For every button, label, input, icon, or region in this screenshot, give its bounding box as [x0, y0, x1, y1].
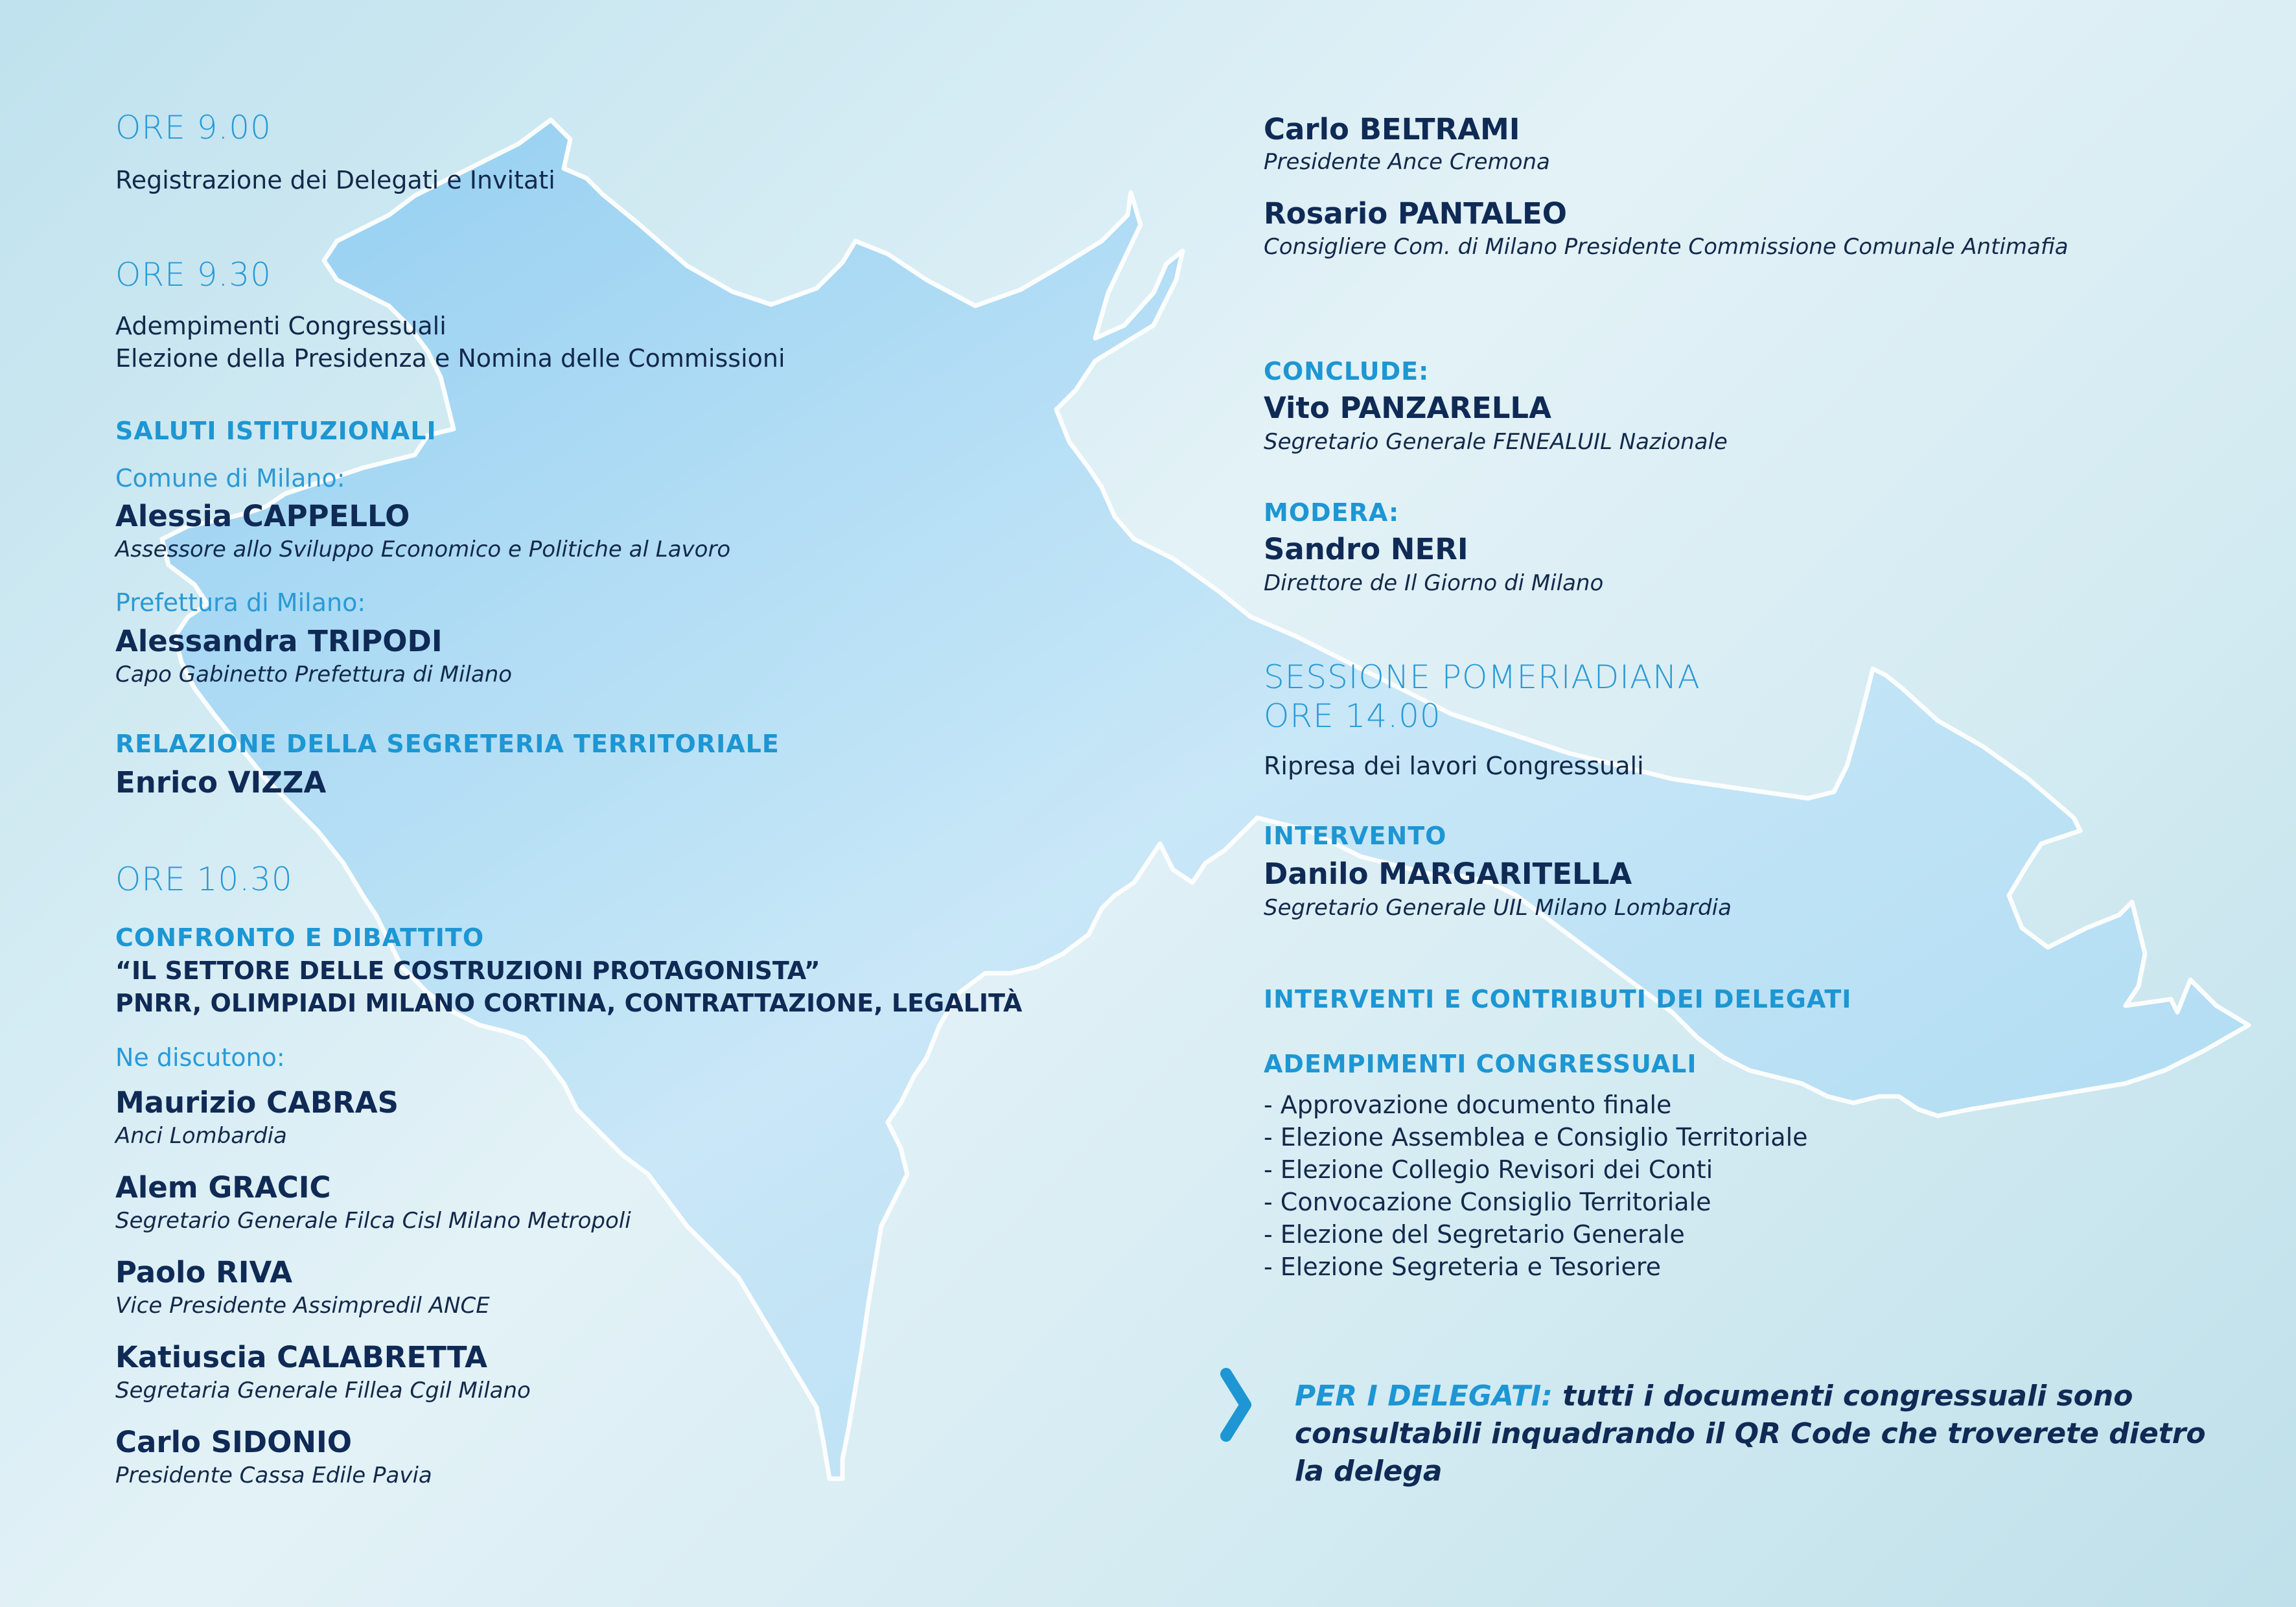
- list-item: - Elezione del Segretario Generale: [1264, 1220, 1685, 1249]
- speaker-name: Alessia CAPPELLO: [115, 499, 410, 533]
- speaker-name: Paolo RIVA: [115, 1255, 293, 1289]
- speaker-role: Assessore allo Sviluppo Economico e Politiche al Lavoro: [115, 537, 731, 562]
- speaker-role: Capo Gabinetto Prefettura di Milano: [115, 662, 513, 688]
- speaker-role: Consigliere Com. di Milano Presidente Commissione Comunale Antimafia: [1264, 234, 2069, 260]
- speaker-name: Vito PANZARELLA: [1264, 391, 1551, 425]
- conclude-heading: CONCLUDE:: [1264, 357, 1430, 386]
- confronto-heading: CONFRONTO E DIBATTITO: [115, 923, 485, 952]
- relazione-heading: RELAZIONE DELLA SEGRETERIA TERRITORIALE: [115, 730, 780, 758]
- discussants-label: Ne discutono:: [115, 1043, 285, 1072]
- speaker-name: Katiuscia CALABRETTA: [115, 1340, 487, 1374]
- list-item: - Convocazione Consiglio Territoriale: [1264, 1188, 1711, 1216]
- chevron-right-icon: [1218, 1366, 1257, 1444]
- contributi-heading: INTERVENTI E CONTRIBUTI DEI DELEGATI: [1264, 985, 1852, 1013]
- speaker-role: Segretario Generale UIL Milano Lombardia: [1264, 895, 1732, 921]
- speaker-name: Enrico VIZZA: [115, 765, 327, 800]
- speaker-role: Segretario Generale FENEALUIL Nazionale: [1264, 429, 1728, 455]
- speaker-role: Vice Presidente Assimpredil ANCE: [115, 1293, 490, 1319]
- elezione-text: Elezione della Presidenza e Nomina delle Commissioni: [115, 344, 785, 373]
- speaker-name: Carlo SIDONIO: [115, 1425, 353, 1459]
- prefettura-label: Prefettura di Milano:: [115, 588, 366, 617]
- speaker-name: Alessandra TRIPODI: [115, 624, 443, 658]
- adempimenti-heading: ADEMPIMENTI CONGRESSUALI: [1264, 1050, 1697, 1078]
- time-0930: ORE 9.30: [115, 256, 272, 294]
- ripresa-text: Ripresa dei lavori Congressuali: [1264, 752, 1644, 780]
- speaker-role: Presidente Cassa Edile Pavia: [115, 1462, 432, 1488]
- debate-subtitle: PNRR, OLIMPIADI MILANO CORTINA, CONTRATTAZIONE, LEGALITÀ: [115, 989, 1023, 1017]
- comune-label: Comune di Milano:: [115, 464, 345, 492]
- list-item: - Elezione Collegio Revisori dei Conti: [1264, 1155, 1713, 1184]
- intervento-heading: INTERVENTO: [1264, 822, 1447, 850]
- time-1400: ORE 14.00: [1264, 697, 1441, 735]
- speaker-role: Segretario Generale Filca Cisl Milano Metropoli: [115, 1208, 631, 1234]
- delegati-highlight: PER I DELEGATI:: [1295, 1380, 1553, 1413]
- debate-title: “IL SETTORE DELLE COSTRUZIONI PROTAGONISTA”: [115, 956, 820, 985]
- registration-text: Registrazione dei Delegati e Invitati: [115, 166, 555, 194]
- speaker-name: Sandro NERI: [1264, 532, 1468, 566]
- speaker-role: Direttore de Il Giorno di Milano: [1264, 570, 1604, 596]
- speaker-role: Segretaria Generale Fillea Cgil Milano: [115, 1378, 531, 1404]
- delegati-note: [1295, 1378, 2234, 1490]
- speaker-role: Presidente Ance Cremona: [1264, 149, 1550, 175]
- speaker-name: Danilo MARGARITELLA: [1264, 857, 1632, 891]
- speaker-name: Carlo BELTRAMI: [1264, 112, 1520, 146]
- speaker-name: Alem GRACIC: [115, 1170, 331, 1205]
- delegati-text: tutti i documenti congressuali sono consultabili inquadrando il QR Code che troverete dietro la delega: [1295, 1380, 2206, 1488]
- list-item: - Approvazione documento finale: [1264, 1091, 1672, 1119]
- modera-heading: MODERA:: [1264, 498, 1400, 527]
- speaker-name: Rosario PANTALEO: [1264, 196, 1567, 231]
- list-item: - Elezione Assemblea e Consiglio Territoriale: [1264, 1123, 1808, 1151]
- speaker-name: Maurizio CABRAS: [115, 1085, 399, 1120]
- time-1030: ORE 10.30: [115, 861, 293, 898]
- time-0900: ORE 9.00: [115, 109, 272, 146]
- afternoon-session-title: SESSIONE POMERIADIANA: [1264, 658, 1700, 696]
- speaker-role: Anci Lombardia: [115, 1123, 287, 1149]
- list-item: - Elezione Segreteria e Tesoriere: [1264, 1253, 1662, 1281]
- adempimenti-text: Adempimenti Congressuali: [115, 312, 446, 340]
- saluti-heading: SALUTI ISTITUZIONALI: [115, 417, 437, 445]
